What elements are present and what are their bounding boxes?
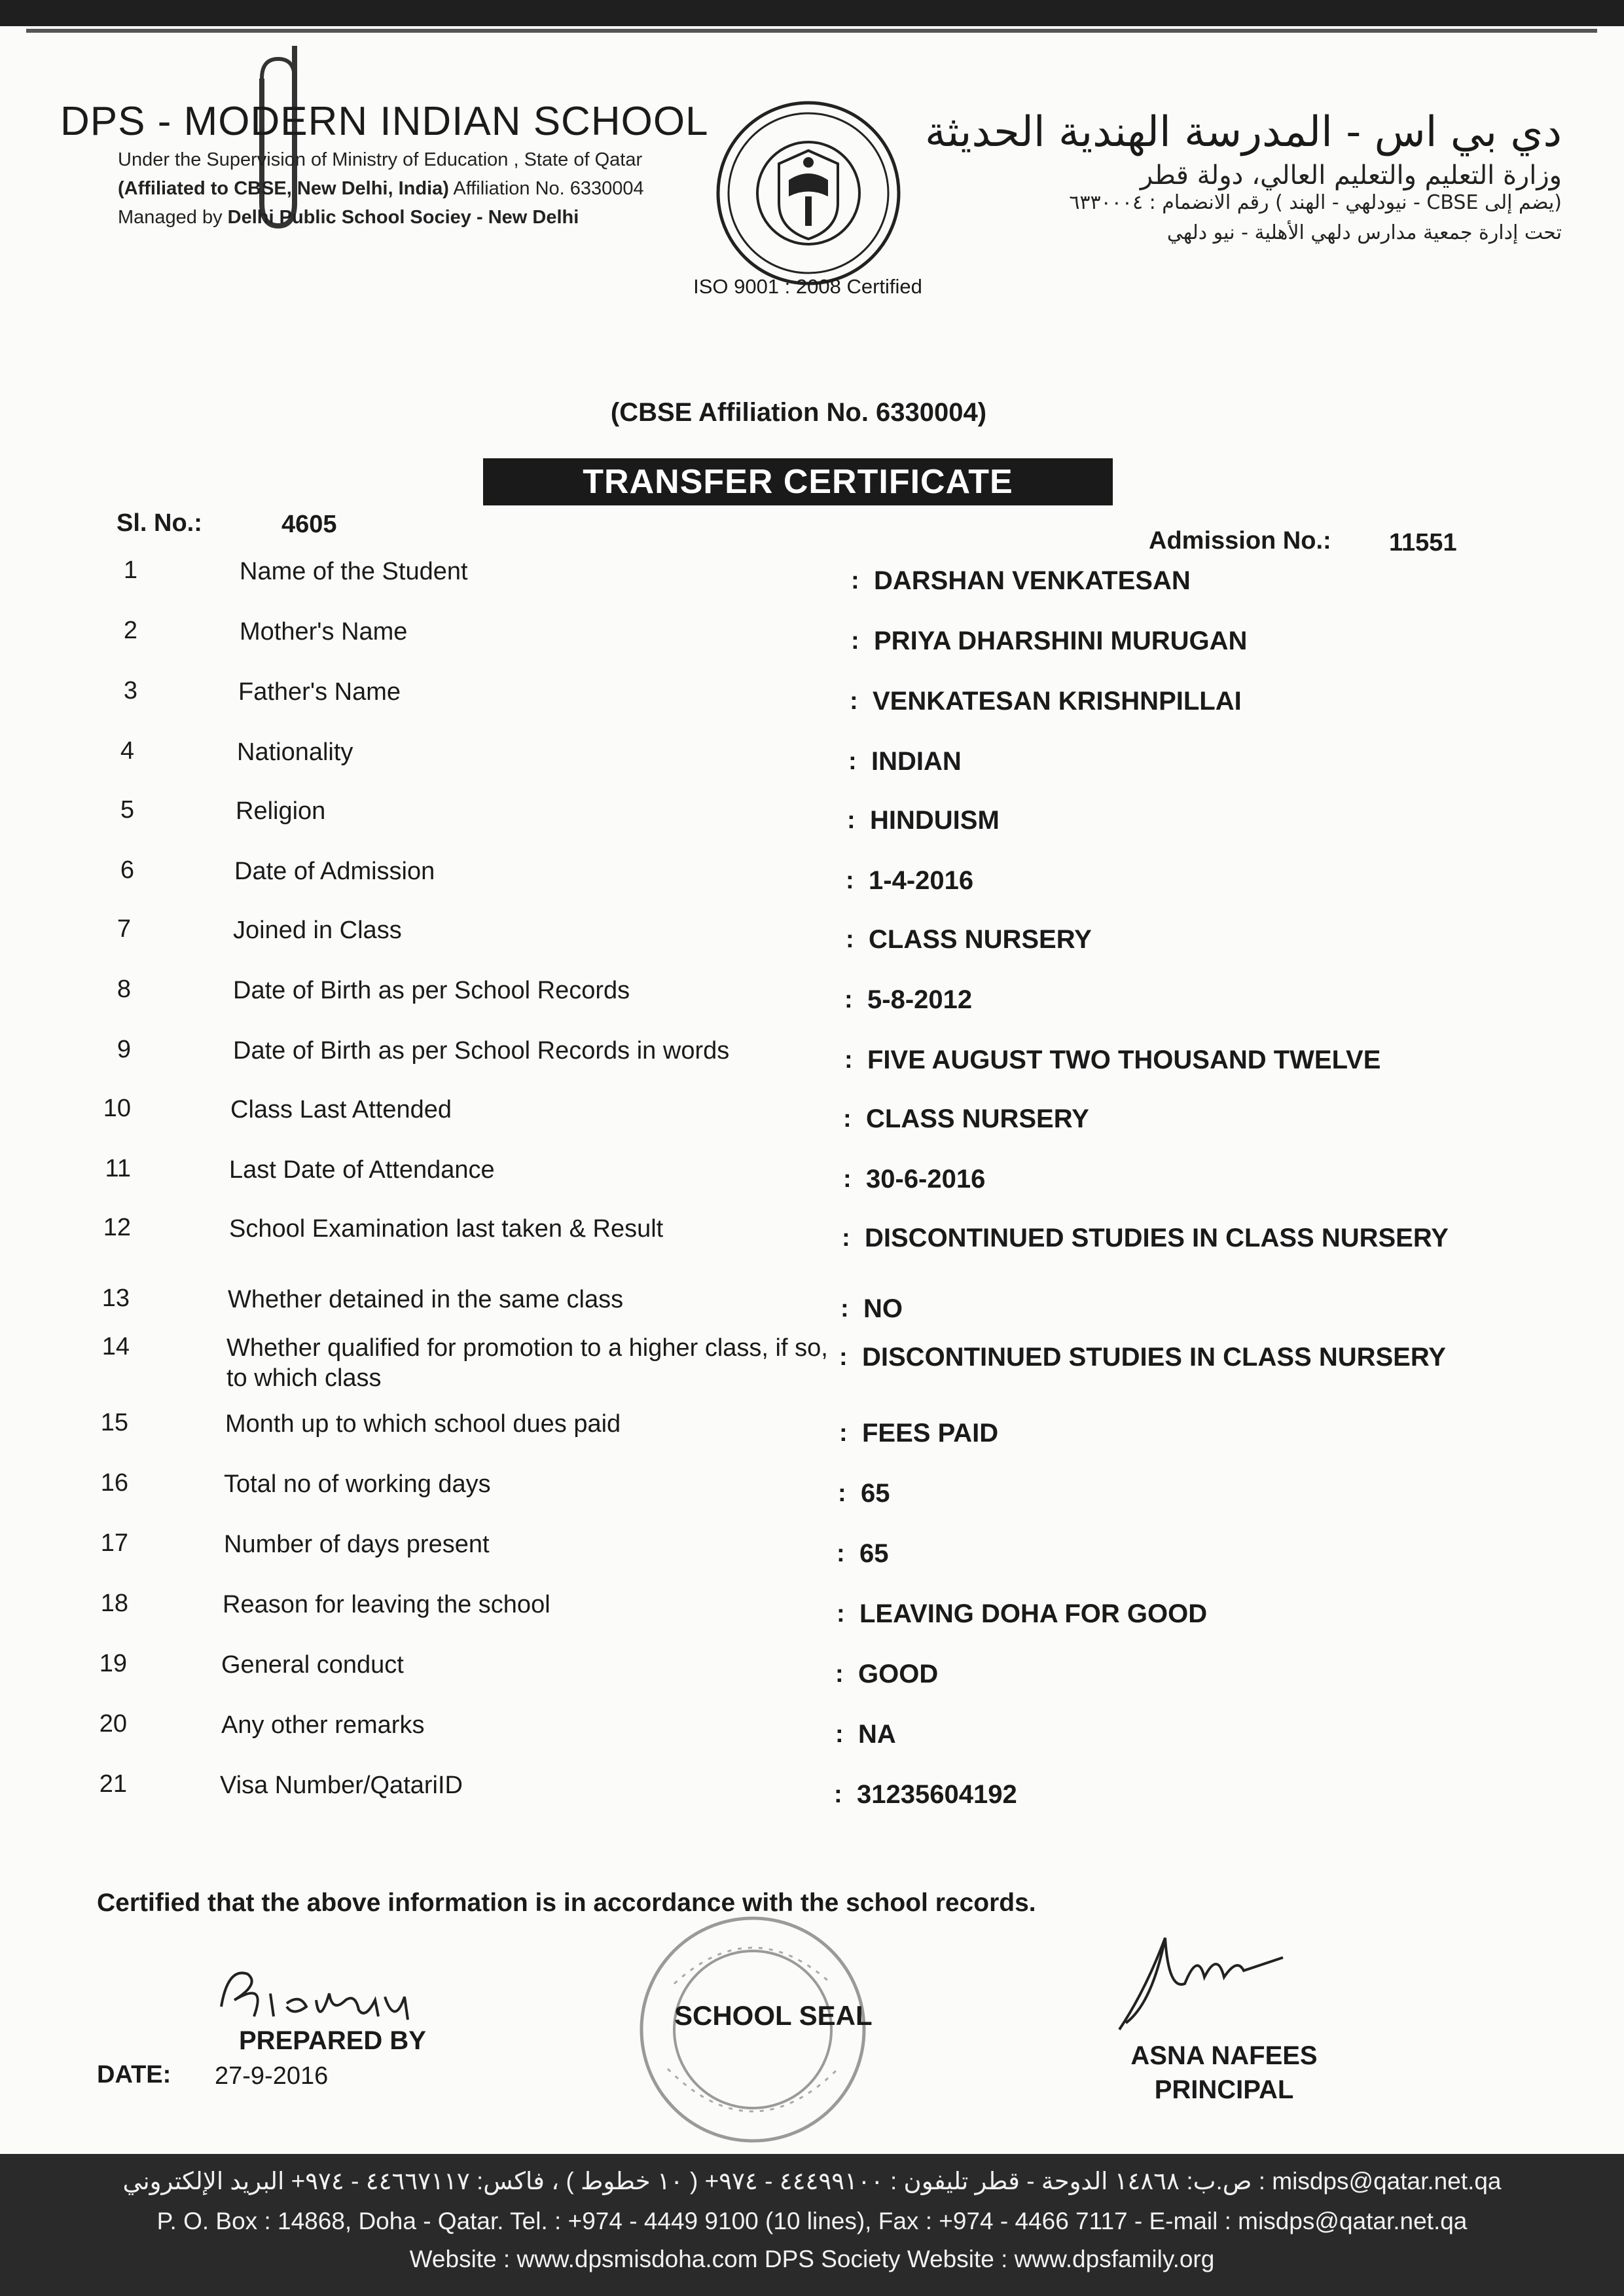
field-row <box>0 677 1624 737</box>
field-separator: : <box>844 986 853 1013</box>
field-row <box>0 737 1624 797</box>
field-row <box>0 1590 1624 1650</box>
field-separator: : <box>835 1721 844 1748</box>
field-label: Mother's Name <box>240 618 408 646</box>
field-number: 3 <box>123 677 137 704</box>
school-seal-label: SCHOOL SEAL <box>674 2000 873 2031</box>
field-value: HINDUISM <box>870 806 1000 835</box>
field-number: 15 <box>100 1409 128 1436</box>
field-separator: : <box>835 1660 844 1688</box>
top-border-thin <box>26 29 1597 33</box>
field-row <box>0 1710 1624 1770</box>
footer-arabic-contact: ص.ب: ١٤٨٦٨ الدوحة - قطر تليفون : ٤٤٤٩٩١٠٠ - ٩٧٤+ ( ١٠ خطوط ) ، فاكس: ٤٤٦٦٧١١٧ - ٩٧٤+ البريد الإلكتروني : misdps@qatar.net.qa <box>122 2168 1502 2195</box>
field-row <box>0 1770 1624 1831</box>
field-label: Reason for leaving the school <box>223 1591 550 1618</box>
field-row <box>0 1650 1624 1710</box>
admission-number-value: 11551 <box>1389 529 1457 556</box>
field-separator: : <box>837 1540 845 1567</box>
field-separator: : <box>848 748 857 775</box>
field-label: Date of Birth as per School Records in words <box>233 1037 730 1065</box>
arabic-ministry-line: وزارة التعليم والتعليم العالي، دولة قطر <box>1140 160 1562 191</box>
field-label: Father's Name <box>238 678 401 706</box>
field-row <box>0 1214 1624 1274</box>
field-number: 4 <box>120 737 134 765</box>
arabic-affiliation-line: (يضم إلى CBSE - نيودلهي - الهند ) رقم الانضمام : ٦٣٣٠٠٠٤ <box>1069 191 1562 214</box>
principal-name: ASNA NAFEES <box>1130 2041 1318 2070</box>
field-separator: : <box>839 1419 848 1447</box>
field-number: 17 <box>100 1529 128 1557</box>
field-value: VENKATESAN KRISHNPILLAI <box>873 687 1242 716</box>
field-number: 21 <box>99 1770 127 1798</box>
footer-contact: P. O. Box : 14868, Doha - Qatar. Tel. : +974 - 4449 9100 (10 lines), Fax : +974 - 4466 7117 - E-mail : misdps@qatar.net.qa <box>156 2208 1468 2234</box>
prepared-by-label: PREPARED BY <box>239 2026 426 2055</box>
field-row <box>0 975 1624 1036</box>
serial-number-value: 4605 <box>281 511 337 538</box>
field-value: FEES PAID <box>862 1419 999 1448</box>
field-number: 20 <box>99 1710 127 1738</box>
field-number: 12 <box>103 1214 131 1241</box>
field-label: Month up to which school dues paid <box>225 1410 621 1438</box>
field-number: 6 <box>120 856 134 884</box>
field-row <box>0 1333 1624 1393</box>
field-label: Whether detained in the same class <box>228 1286 624 1313</box>
field-value: 65 <box>859 1539 889 1568</box>
field-separator: : <box>850 687 858 715</box>
top-border <box>0 0 1624 26</box>
field-separator: : <box>834 1781 842 1808</box>
field-label: Number of days present <box>224 1531 490 1558</box>
field-number: 7 <box>117 915 131 943</box>
field-separator: : <box>843 1165 852 1193</box>
field-separator: : <box>842 1224 850 1252</box>
field-separator: : <box>851 627 859 655</box>
school-logo-icon <box>713 98 903 288</box>
field-separator: : <box>839 1343 848 1371</box>
iso-certification: ISO 9001 : 2008 Certified <box>693 275 922 298</box>
header-affiliation-line <box>118 178 644 200</box>
field-value: 65 <box>861 1479 890 1508</box>
field-number: 16 <box>100 1469 128 1497</box>
footer-websites: Website : www.dpsmisdoha.com DPS Society Website : www.dpsfamily.org <box>409 2246 1215 2272</box>
society-name: Delhi Public School Sociey - New Delhi <box>227 207 579 228</box>
field-number: 18 <box>100 1590 128 1617</box>
field-label: Any other remarks <box>221 1711 425 1739</box>
field-value: 30-6-2016 <box>866 1165 986 1194</box>
field-label: Religion <box>236 797 326 825</box>
preparer-signature-icon <box>208 1954 444 2033</box>
field-separator: : <box>838 1480 846 1507</box>
field-label: Date of Admission <box>234 858 435 885</box>
field-separator: : <box>844 1046 853 1074</box>
field-value: DARSHAN VENKATESAN <box>874 566 1191 595</box>
school-name-english: DPS - MODERN INDIAN SCHOOL <box>60 99 709 144</box>
field-number: 13 <box>101 1285 130 1312</box>
field-value: NO <box>863 1294 903 1323</box>
field-label: Visa Number/QatariID <box>220 1772 463 1799</box>
field-label: Nationality <box>237 738 353 766</box>
field-separator: : <box>847 807 856 834</box>
field-separator: : <box>840 1295 849 1322</box>
field-separator: : <box>851 567 859 594</box>
field-label: School Examination last taken & Result <box>229 1215 664 1243</box>
field-row <box>0 1409 1624 1469</box>
field-separator: : <box>846 926 854 953</box>
field-row <box>0 856 1624 917</box>
admission-number-label: Admission No.: <box>1149 527 1331 555</box>
field-number: 8 <box>117 975 131 1003</box>
field-separator: : <box>837 1600 845 1628</box>
header-managed-line <box>118 207 579 228</box>
field-number: 11 <box>105 1155 131 1182</box>
field-value: DISCONTINUED STUDIES IN CLASS NURSERY <box>862 1343 1446 1372</box>
field-value: CLASS NURSERY <box>869 925 1092 954</box>
header-supervision-line: Under the Supervision of Ministry of Education , State of Qatar <box>118 149 643 170</box>
field-value: PRIYA DHARSHINI MURUGAN <box>874 627 1248 655</box>
field-value: GOOD <box>858 1660 939 1688</box>
field-row <box>0 1469 1624 1529</box>
field-row <box>0 1095 1624 1155</box>
field-row <box>0 1529 1624 1590</box>
field-value: 31235604192 <box>857 1780 1017 1809</box>
field-number: 9 <box>117 1036 131 1063</box>
field-label: Total no of working days <box>224 1470 491 1498</box>
field-number: 10 <box>103 1095 131 1122</box>
field-number: 19 <box>99 1650 127 1677</box>
field-row <box>0 796 1624 856</box>
arabic-management-line: تحت إدارة جمعية مدارس دلهي الأهلية - نيو دلهي <box>1166 221 1562 244</box>
field-value: LEAVING DOHA FOR GOOD <box>859 1599 1208 1628</box>
certificate-title: TRANSFER CERTIFICATE <box>483 458 1113 505</box>
cbse-affiliation: (CBSE Affiliation No. 6330004) <box>610 398 987 427</box>
field-value: FIVE AUGUST TWO THOUSAND TWELVE <box>867 1046 1381 1074</box>
school-name-arabic: دي بي اس - المدرسة الهندية الحديثة <box>925 108 1562 156</box>
field-label: General conduct <box>221 1651 404 1679</box>
date-label: DATE: <box>97 2061 171 2088</box>
field-label: Last Date of Attendance <box>229 1156 495 1184</box>
field-label: Date of Birth as per School Records <box>233 977 630 1004</box>
date-value: 27-9-2016 <box>215 2062 329 2090</box>
field-row <box>0 915 1624 975</box>
affiliation-number-text: Affiliation No. 6330004 <box>448 178 644 199</box>
field-value: INDIAN <box>871 747 962 776</box>
field-value: NA <box>858 1720 896 1749</box>
field-number: 2 <box>123 617 137 644</box>
field-row <box>0 556 1624 617</box>
field-row <box>0 1036 1624 1096</box>
affiliation-bold: (Affiliated to CBSE, New Delhi, India) <box>118 178 449 199</box>
field-separator: : <box>846 867 854 894</box>
field-row <box>0 617 1624 677</box>
footer <box>0 2154 1624 2296</box>
field-label: Whether qualified for promotion to a higher class, if so, to which class <box>226 1334 828 1392</box>
managed-by-text: Managed by <box>118 207 228 228</box>
principal-signature-icon <box>1106 1912 1303 2043</box>
field-value: 5-8-2012 <box>867 985 973 1014</box>
field-separator: : <box>843 1105 852 1133</box>
field-number: 1 <box>123 556 137 584</box>
certification-statement: Certified that the above information is in accordance with the school records. <box>97 1889 1036 1917</box>
field-label: Joined in Class <box>233 917 402 944</box>
field-value: DISCONTINUED STUDIES IN CLASS NURSERY <box>865 1224 1449 1252</box>
field-row <box>0 1155 1624 1215</box>
field-number: 14 <box>101 1333 130 1360</box>
field-label: Name of the Student <box>240 558 468 585</box>
field-number: 5 <box>120 796 134 824</box>
serial-number-label: Sl. No.: <box>117 509 202 537</box>
field-value: 1-4-2016 <box>869 866 974 895</box>
principal-label: PRINCIPAL <box>1154 2075 1294 2104</box>
field-label: Class Last Attended <box>230 1096 452 1123</box>
field-value: CLASS NURSERY <box>866 1104 1089 1133</box>
